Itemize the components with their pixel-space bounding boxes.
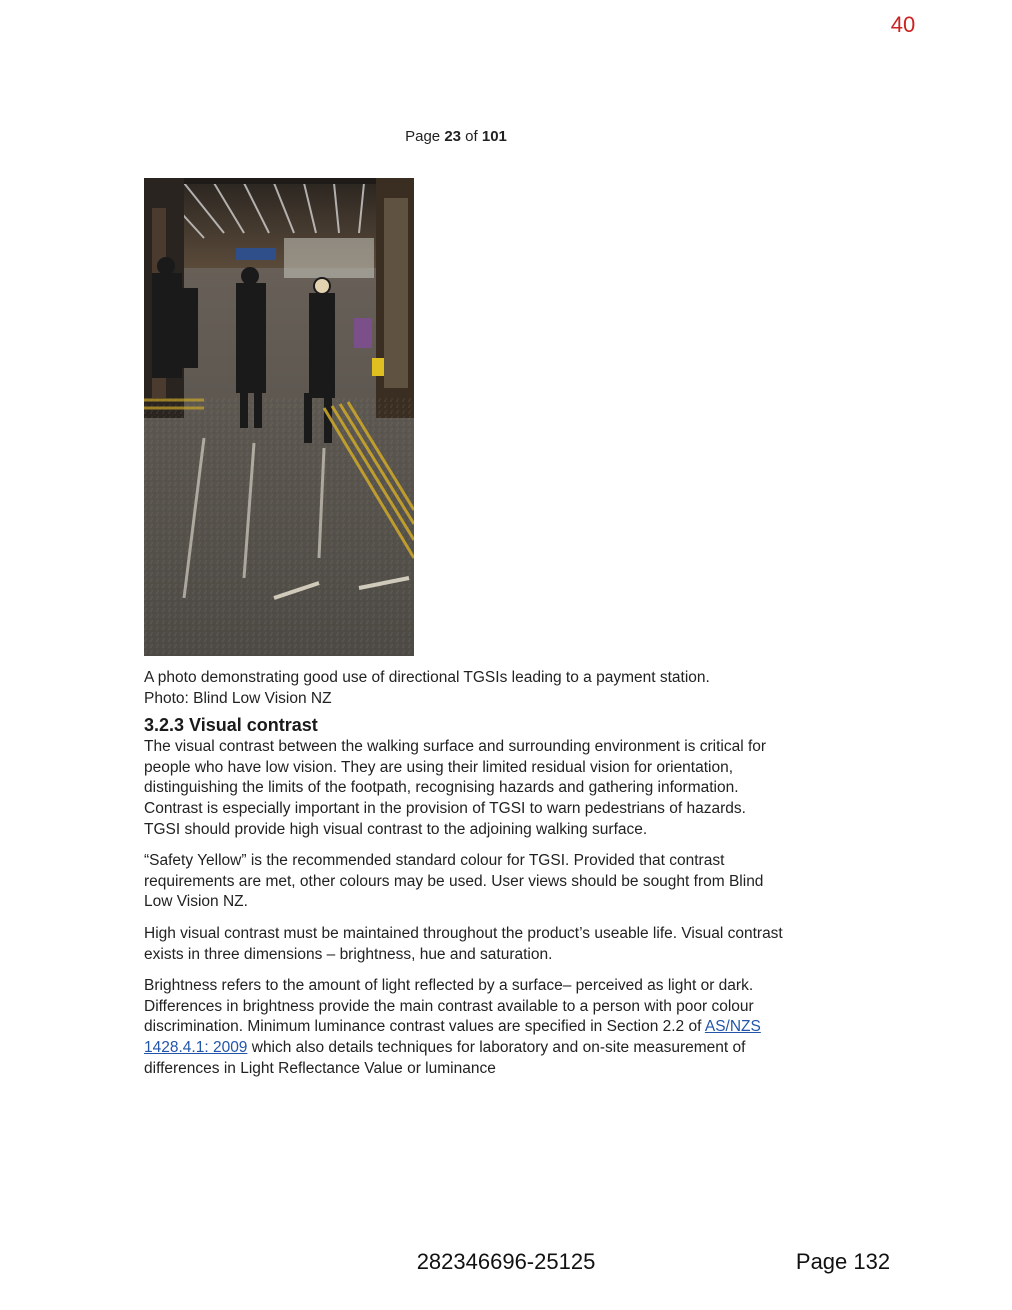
paragraph-2: “Safety Yellow” is the recommended standard colour for TGSI. Provided that contrast requirements are met, other colours may be used. User views should be sought from Blind Low Vision NZ.	[144, 852, 764, 911]
page-stamp-number: 40	[890, 12, 916, 37]
figure-caption-line1: A photo demonstrating good use of directional TGSIs leading to a payment station.	[144, 669, 710, 686]
paragraph-4	[144, 976, 784, 1079]
paragraph-3: High visual contrast must be maintained throughout the product’s useable life. Visual contrast exists in three dimensions – brightness, hue and saturation.	[144, 924, 783, 963]
standard-reference-link[interactable]: AS/NZS 1428.4.1: 2009	[144, 1018, 761, 1056]
paragraph-1: The visual contrast between the walking surface and surrounding environment is critical for people who have low vision. They are using their limited residual vision for orientation, distinguishing the limits of the footpath, recognising hazards and gathering information. Contrast is especially important in the provision of TGSI to warn pedestrians of hazards. TGSI should provide high visual contrast to the adjoining walking surface.	[144, 738, 767, 838]
station-platform-photo	[144, 178, 414, 656]
section-heading: 3.2.3 Visual contrast	[144, 715, 318, 736]
figure-caption-line2: Photo: Blind Low Vision NZ	[144, 689, 332, 707]
page-total: 101	[481, 128, 507, 145]
paragraph-4-text-before: Brightness refers to the amount of light reflected by a surface– perceived as light or dark. Differences in brightness provide the main contrast available to a person with poor colour discrimination. Minimum luminance contrast values are specified in Section 2.2 of	[144, 977, 754, 1036]
footer-page-number: Page 132	[795, 1249, 891, 1274]
page-indicator	[300, 128, 612, 145]
document-content	[144, 668, 784, 1090]
paragraph-4-text-after: which also details techniques for laboratory and on-site measurement of differences in Light Reflectance Value or luminance	[144, 1038, 746, 1077]
figure-caption	[144, 668, 784, 709]
page-current: 23	[444, 128, 461, 145]
page-of: of	[461, 128, 482, 145]
page-label: Page	[405, 128, 445, 145]
footer-document-id: 282346696-25125	[416, 1249, 596, 1274]
